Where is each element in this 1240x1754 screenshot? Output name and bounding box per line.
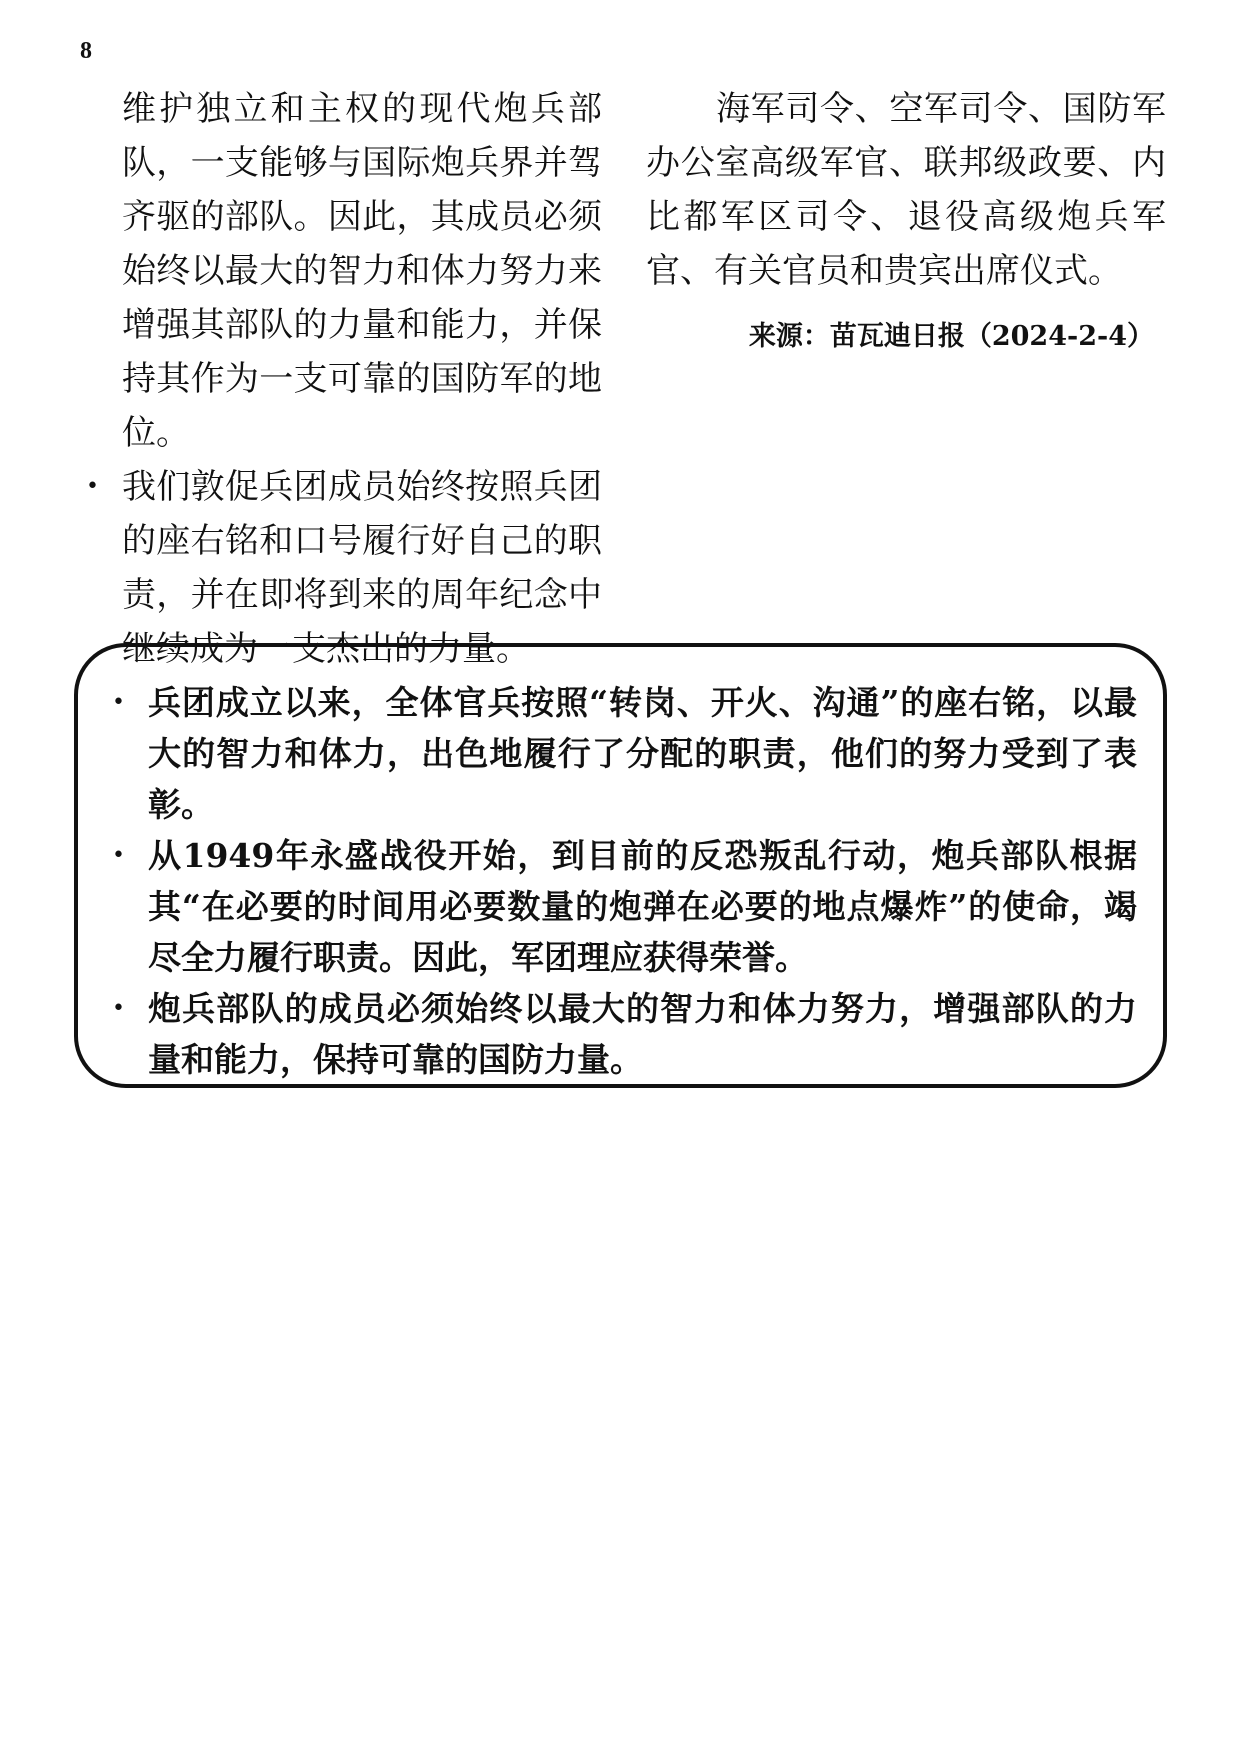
source-citation: 来源：苗瓦迪日报（2024-2-4） [748, 321, 1154, 352]
bullet-icon: • [112, 690, 125, 715]
right-column [646, 82, 1166, 364]
summary-item-text: 兵团成立以来，全体官兵按照“转岗、开火、沟通”的座右铭，以最大的智力和体力，出色地履行了分配的职责，他们的努力受到了表彰。 [148, 683, 1137, 824]
summary-item-text: 从1949年永盛战役开始，到目前的反恐叛乱行动，炮兵部队根据其“在必要的时间用必要数量的炮弹在必要的地点爆炸”的使命，竭尽全力履行职责。因此，军团理应获得荣誉。 [148, 836, 1137, 977]
summary-item [108, 830, 1137, 983]
summary-item-text: 炮兵部队的成员必须始终以最大的智力和体力努力，增强部队的力量和能力，保持可靠的国防力量。 [148, 989, 1137, 1079]
continuation-paragraph: 维护独立和主权的现代炮兵部队，一支能够与国际炮兵界并驾齐驱的部队。因此，其成员必须始终以最大的智力和体力努力来增强其部队的力量和能力，并保持其作为一支可靠的国防军的地位。 [122, 89, 602, 453]
summary-list [108, 677, 1137, 1085]
summary-item [108, 677, 1137, 830]
attendance-paragraph: 海军司令、空军司令、国防军办公室高级军官、联邦级政要、内比都军区司令、退役高级炮兵军官、有关官员和贵宾出席仪式。 [646, 89, 1166, 291]
page-number: 8 [80, 38, 92, 64]
bullet-text: 我们敦促兵团成员始终按照兵团的座右铭和口号履行好自己的职责，并在即将到来的周年纪念中继续成为一支杰出的力量。 [122, 467, 602, 669]
bullet-icon: • [112, 843, 125, 868]
bullet-icon: • [112, 996, 125, 1021]
bullet-icon: • [86, 474, 99, 499]
left-column [82, 82, 602, 676]
summary-box [74, 643, 1167, 1088]
summary-item [108, 983, 1137, 1085]
